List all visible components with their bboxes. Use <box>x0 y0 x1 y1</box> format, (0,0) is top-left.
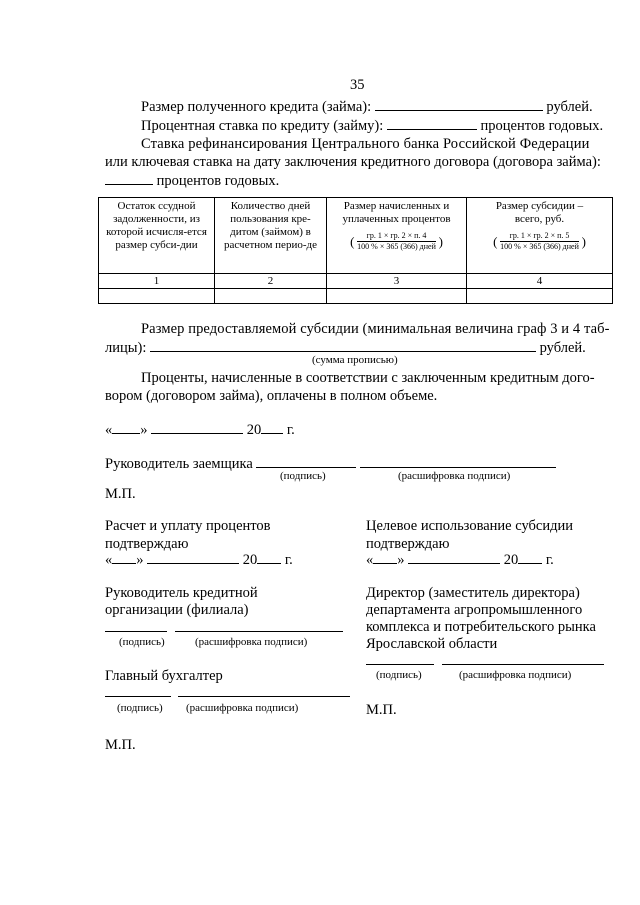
date-open-quote: « <box>105 422 113 438</box>
subsidy-table <box>98 197 613 304</box>
table-header-cell <box>467 198 613 274</box>
formula-col-4: ( $\frac{гр. 1 \times гр. 2 \times п. 5}{\text{100 \% × 365 (366) дней}}$ ) <box>493 231 586 251</box>
refinancing-suffix: процентов годовых. <box>156 173 280 189</box>
left-date-close-quote: » <box>136 552 144 568</box>
header-remaining-debt: Остаток ссудной задолженности, из которой исчисля-ется размер субси-дии <box>106 200 207 251</box>
page-number: 35 <box>350 77 365 93</box>
left-head-signature-line[interactable] <box>105 631 167 632</box>
borrower-signature-field[interactable] <box>256 454 356 468</box>
credit-amount-line <box>141 97 593 116</box>
director-line-3: комплекса и потребительского рынка <box>366 619 596 635</box>
header-interest-amount: Размер начисленных и уплаченных процентов <box>342 200 451 225</box>
right-date-year: 20 <box>503 552 519 568</box>
column-number: 2 <box>215 274 327 289</box>
right-date-close-quote: » <box>397 552 405 568</box>
left-head-decode-caption: (расшифровка подписи) <box>195 636 308 648</box>
interest-rate-label: Процентная ставка по кредиту (займу): <box>141 118 384 134</box>
table-cell-input[interactable] <box>467 289 613 304</box>
left-date-open-quote: « <box>105 552 113 568</box>
credit-amount-label: Размер полученного кредита (займа): <box>141 99 372 115</box>
subsidy-prefix: лицы): <box>105 340 147 356</box>
director-signature-line[interactable] <box>366 664 434 665</box>
borrower-stamp: М.П. <box>105 486 136 502</box>
director-line-2: департамента агропромышленного <box>366 602 583 618</box>
left-date-year-field[interactable] <box>257 550 281 564</box>
accountant-decode-line[interactable] <box>178 696 350 697</box>
formula-4-numerator: гр. 1 × гр. 2 × п. 5 <box>500 231 579 242</box>
header-days-used: Количество дней пользования кре-дитом (займом) в расчетном перио-де <box>224 200 317 251</box>
borrower-decode-field[interactable] <box>360 454 556 468</box>
date-year-field[interactable] <box>261 420 283 434</box>
table-cell-input[interactable] <box>99 289 215 304</box>
refinancing-line-3 <box>105 171 279 190</box>
date-line <box>105 420 295 439</box>
director-decode-line[interactable] <box>442 664 604 665</box>
right-stamp: М.П. <box>366 702 397 718</box>
accountant-sign-caption: (подпись) <box>117 702 163 714</box>
table-header-cell <box>215 198 327 274</box>
accountant-decode-caption: (расшифровка подписи) <box>186 702 299 714</box>
accountant-signature-line[interactable] <box>105 696 171 697</box>
left-date-line <box>105 550 293 569</box>
director-line-4: Ярославской области <box>366 636 498 652</box>
credit-amount-field[interactable] <box>375 97 543 111</box>
credit-amount-suffix: рублей. <box>546 99 593 115</box>
table-row <box>99 289 613 304</box>
table-cell-input[interactable] <box>327 289 467 304</box>
subsidy-line-1: Размер предоставляемой субсидии (минимальная величина граф 3 и 4 таб- <box>141 321 610 337</box>
column-number: 4 <box>467 274 613 289</box>
header-subsidy-total: Размер субсидии – всего, руб. <box>495 200 584 225</box>
refinancing-line-1: Ставка рефинансирования Центрального банка Российской Федерации <box>141 136 590 152</box>
interest-rate-field[interactable] <box>387 116 477 130</box>
interest-paid-line-1: Проценты, начисленные в соответствии с заключенным кредитным дого- <box>141 370 595 386</box>
left-stamp: М.П. <box>105 737 136 753</box>
column-number: 1 <box>99 274 215 289</box>
right-date-line <box>366 550 554 569</box>
date-close-quote: » <box>140 422 148 438</box>
left-date-suffix: г. <box>284 552 293 568</box>
formula-col-3: ( $\frac{гр. 1 \times гр. 2 \times п. 4}{\text{100 \% × 365 (366) дней}}$ ) <box>350 231 443 251</box>
left-title-1: Расчет и уплату процентов <box>105 518 271 534</box>
director-sign-caption: (подпись) <box>376 669 422 681</box>
interest-rate-line <box>141 116 603 135</box>
table-header-cell <box>327 198 467 274</box>
interest-paid-line-2: вором (договором займа), оплачены в полном объеме. <box>105 388 438 404</box>
date-day-field[interactable] <box>112 420 140 434</box>
left-title-2: подтверждаю <box>105 536 189 552</box>
subsidy-suffix: рублей. <box>539 340 586 356</box>
refinancing-rate-field[interactable] <box>105 171 153 185</box>
right-title-1: Целевое использование субсидии <box>366 518 574 534</box>
director-decode-caption: (расшифровка подписи) <box>459 669 572 681</box>
director-line-1: Директор (заместитель директора) <box>366 585 580 601</box>
left-head-decode-line[interactable] <box>175 631 343 632</box>
right-date-month-field[interactable] <box>408 550 500 564</box>
table-number-row <box>99 274 613 289</box>
subsidy-amount-field[interactable] <box>150 338 536 352</box>
right-date-open-quote: « <box>366 552 374 568</box>
date-suffix: г. <box>286 422 295 438</box>
left-date-year: 20 <box>242 552 258 568</box>
left-date-day-field[interactable] <box>112 550 136 564</box>
right-date-year-field[interactable] <box>518 550 542 564</box>
interest-rate-suffix: процентов годовых. <box>480 118 604 134</box>
formula-4-denominator: 100 % × 365 (366) дней <box>500 242 579 251</box>
left-date-month-field[interactable] <box>147 550 239 564</box>
accountant-label: Главный бухгалтер <box>105 668 223 684</box>
date-year: 20 <box>246 422 262 438</box>
subsidy-caption: (сумма прописью) <box>312 354 398 366</box>
left-head-2: организации (филиала) <box>105 602 249 618</box>
table-header-cell <box>99 198 215 274</box>
borrower-label: Руководитель заемщика <box>105 456 253 472</box>
date-month-field[interactable] <box>151 420 243 434</box>
column-number: 3 <box>327 274 467 289</box>
formula-3-numerator: гр. 1 × гр. 2 × п. 4 <box>357 231 436 242</box>
borrower-decode-caption: (расшифровка подписи) <box>398 470 511 482</box>
right-title-2: подтверждаю <box>366 536 450 552</box>
table-header-row <box>99 198 613 274</box>
table-cell-input[interactable] <box>215 289 327 304</box>
left-head-sign-caption: (подпись) <box>119 636 165 648</box>
refinancing-line-2: или ключевая ставка на дату заключения кредитного договора (договора займа): <box>105 154 601 170</box>
formula-3-denominator: 100 % × 365 (366) дней <box>357 242 436 251</box>
right-date-suffix: г. <box>545 552 554 568</box>
left-head-1: Руководитель кредитной <box>105 585 258 601</box>
right-date-day-field[interactable] <box>373 550 397 564</box>
borrower-sign-caption: (подпись) <box>280 470 326 482</box>
